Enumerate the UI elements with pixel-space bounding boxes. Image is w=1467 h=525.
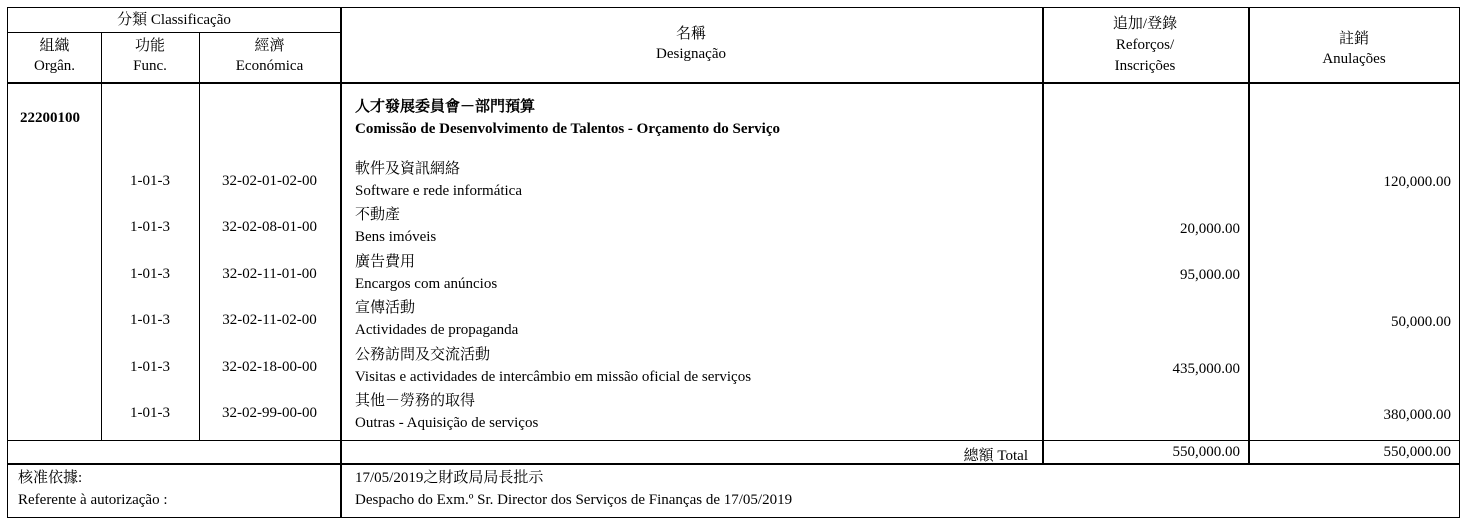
section-organ-code: 22200100 — [20, 110, 80, 126]
row-name — [355, 158, 1035, 202]
row-econ: 32-02-99-00-00 — [222, 405, 317, 421]
row-annulment: 120,000.00 — [1383, 174, 1451, 190]
designation-header — [340, 24, 1042, 64]
row-reinforcement: 435,000.00 — [1172, 361, 1240, 377]
reinforcement-header-pt1: Reforços/ — [1115, 37, 1175, 53]
econ-header — [199, 36, 340, 76]
row-divider-classification — [8, 32, 340, 33]
budget-table — [7, 7, 1460, 518]
total-reinforcement: 550,000.00 — [1172, 444, 1240, 460]
section-title-zh: 人才發展委員會－部門預算 — [355, 99, 536, 115]
row-func: 1-01-3 — [130, 359, 170, 375]
classification-header: 分類 Classificação — [117, 12, 231, 28]
organ-header-pt: Orgân. — [34, 58, 75, 74]
organ-header — [8, 36, 101, 76]
row-econ: 32-02-11-01-00 — [222, 266, 317, 282]
row-name-pt: Outras - Aquisição de serviços — [355, 415, 539, 431]
reinforcement-header-zh: 追加/登錄 — [1112, 16, 1178, 32]
row-econ: 32-02-11-02-00 — [222, 312, 317, 328]
reinforcement-header-pt2: Inscrições — [1114, 58, 1176, 74]
row-name-pt: Bens imóveis — [355, 229, 437, 245]
row-func: 1-01-3 — [130, 312, 170, 328]
header-bottom-line — [8, 82, 1460, 84]
authorization-text-zh: 17/05/2019之財政局局長批示 — [355, 470, 544, 486]
row-name — [355, 251, 1035, 295]
row-name-zh: 公務訪問及交流活動 — [355, 347, 491, 363]
row-name — [355, 297, 1035, 341]
row-name-pt: Software e rede informática — [355, 183, 522, 199]
authorization-label-pt: Referente à autorização : — [18, 492, 168, 508]
row-func: 1-01-3 — [130, 173, 170, 189]
authorization-text-pt: Despacho do Exm.º Sr. Director dos Serviços de Finanças de 17/05/2019 — [355, 492, 793, 508]
row-name-pt: Actividades de propaganda — [355, 322, 519, 338]
row-name-zh: 宣傳活動 — [355, 300, 416, 316]
row-name-zh: 不動產 — [355, 207, 401, 223]
reinforcement-header — [1042, 14, 1248, 77]
authorization-text — [355, 467, 1445, 511]
annulment-header — [1248, 29, 1460, 69]
organ-header-zh: 組織 — [39, 38, 70, 54]
func-header — [101, 36, 199, 76]
section-title-pt: Comissão de Desenvolvimento de Talentos - Orçamento do Serviço — [355, 121, 780, 137]
total-label: 總額 Total — [963, 448, 1028, 464]
row-name-zh: 廣告費用 — [355, 254, 416, 270]
row-func: 1-01-3 — [130, 405, 170, 421]
row-func: 1-01-3 — [130, 266, 170, 282]
econ-header-pt: Económica — [235, 58, 304, 74]
row-name-zh: 其他－勞務的取得 — [355, 393, 476, 409]
total-annulment: 550,000.00 — [1383, 444, 1451, 460]
authorization-label — [18, 467, 338, 511]
row-reinforcement: 20,000.00 — [1180, 221, 1240, 237]
row-name — [355, 390, 1035, 434]
row-annulment: 380,000.00 — [1383, 407, 1451, 423]
func-header-zh: 功能 — [134, 38, 165, 54]
row-name — [355, 344, 1035, 388]
designation-header-pt: Designação — [656, 46, 726, 62]
annulment-header-pt: Anulações — [1322, 51, 1386, 67]
row-econ: 32-02-08-01-00 — [222, 219, 317, 235]
row-econ: 32-02-01-02-00 — [222, 173, 317, 189]
row-func: 1-01-3 — [130, 219, 170, 235]
designation-header-zh: 名稱 — [675, 26, 706, 42]
row-name — [355, 204, 1035, 248]
row-name-zh: 軟件及資訊網絡 — [355, 161, 461, 177]
section-title — [355, 96, 1035, 140]
authorization-label-zh: 核准依據: — [18, 470, 83, 486]
row-annulment: 50,000.00 — [1391, 314, 1451, 330]
func-header-pt: Func. — [133, 58, 167, 74]
col-divider-econ — [340, 8, 342, 518]
row-reinforcement: 95,000.00 — [1180, 267, 1240, 283]
econ-header-zh: 經濟 — [254, 38, 285, 54]
row-name-pt: Encargos com anúncios — [355, 276, 498, 292]
col-divider-reinforcement — [1248, 8, 1250, 464]
annulment-header-zh: 註銷 — [1338, 31, 1369, 47]
row-name-pt: Visitas e actividades de intercâmbio em missão oficial de serviços — [355, 369, 752, 385]
body-bottom-line — [8, 440, 1460, 441]
row-econ: 32-02-18-00-00 — [222, 359, 317, 375]
